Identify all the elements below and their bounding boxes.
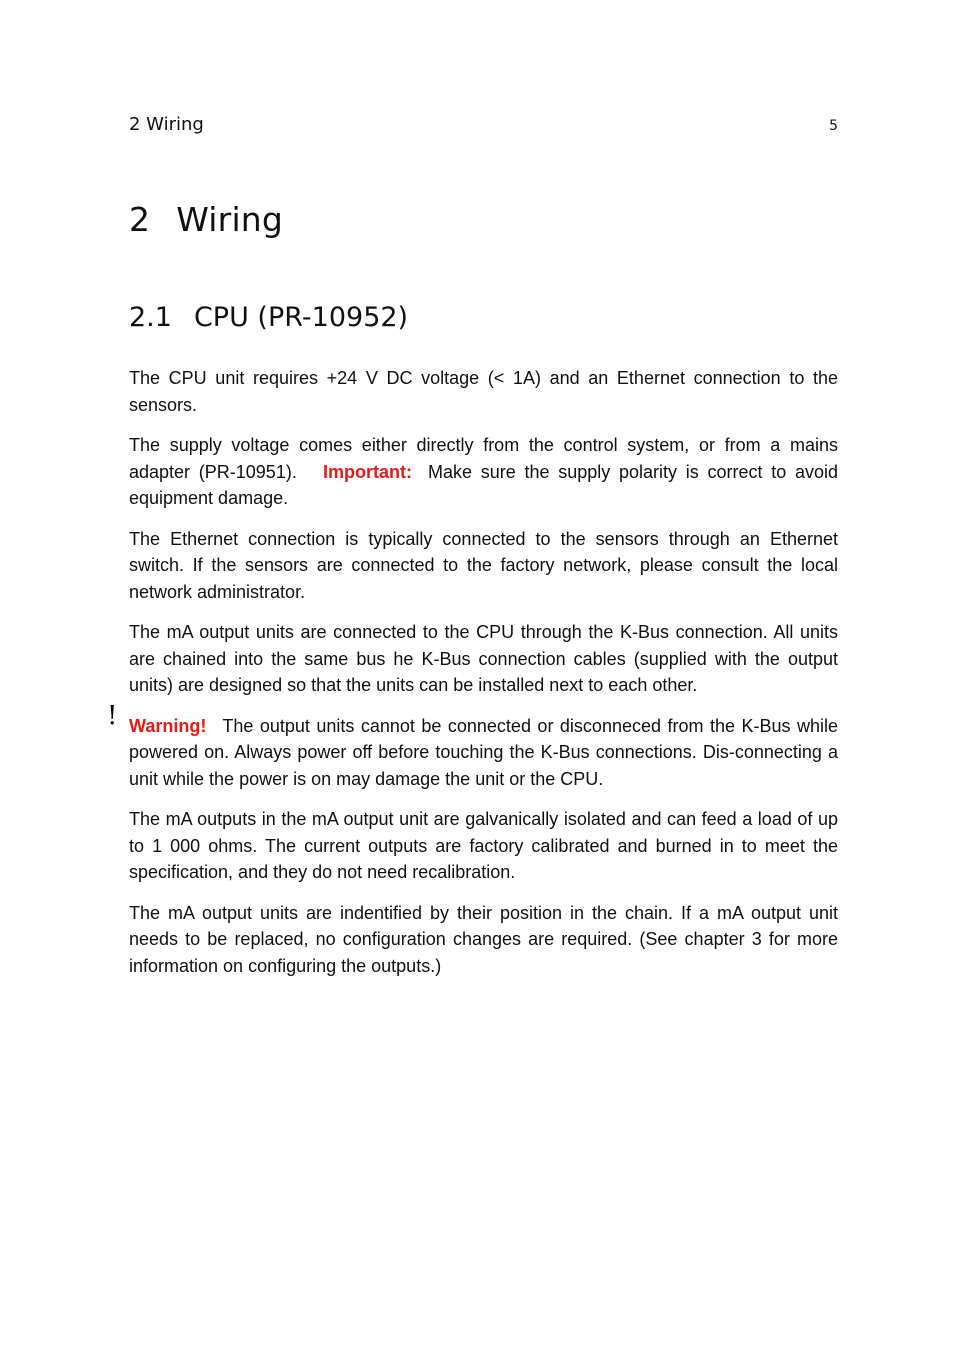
running-header — [129, 114, 838, 140]
paragraph-power: The CPU unit requires +24 V DC voltage (< 1A) and an Ethernet connection to the sensors. — [129, 368, 838, 415]
chapter-heading — [129, 200, 283, 239]
paragraph-warning — [107, 700, 838, 793]
paragraph-outputs: The mA outputs in the mA output unit are galvanically isolated and can feed a load of up to 1 000 ohms. The current outputs are factory calibrated and burned in to meet the specification, and they do not need recalibration. — [129, 809, 838, 882]
section-heading — [129, 302, 408, 333]
supply-text: The supply voltage comes either directly from the control system, or from a mains adapter (PR-10951). — [129, 435, 838, 482]
paragraph-ethernet: The Ethernet connection is typically connected to the sensors through an Ethernet switch. If the sensors are connected to the factory network, please consult the local network administrator. — [129, 528, 838, 602]
section-title: CPU (PR-10952) — [193, 302, 409, 333]
paragraph-kbus: The mA output units are connected to the CPU through the K-Bus connection. All units are chained into the same bus he K-Bus connection cables (supplied with the output units) are designed so that the units can be installed next to each other. — [129, 622, 838, 695]
warning-label: Warning! — [129, 715, 207, 736]
warning-text: The output units cannot be connected or disconneced from the K-Bus while powered on. Always power off before touching the K-Bus connections. Dis-connecting a unit while the power is on may damage the unit or the CPU. — [129, 715, 838, 789]
important-label: Important: — [323, 461, 413, 482]
running-title: 2 Wiring — [129, 114, 204, 135]
chapter-number: 2 — [129, 200, 151, 239]
warning-icon: ! — [107, 700, 118, 731]
page-number: 5 — [829, 118, 838, 134]
body-text — [107, 365, 838, 993]
important-text: Make sure the supply polarity is correct to avoid equipment damage. — [129, 461, 838, 508]
paragraph-supply — [129, 432, 838, 512]
section-number: 2.1 — [129, 302, 172, 333]
chapter-title: Wiring — [176, 200, 284, 239]
paragraph-identification: The mA output units are indentified by their position in the chain. If a mA output unit needs to be replaced, no configuration changes are required. (See chapter 3 for more information on configuring the outputs.) — [129, 902, 838, 976]
